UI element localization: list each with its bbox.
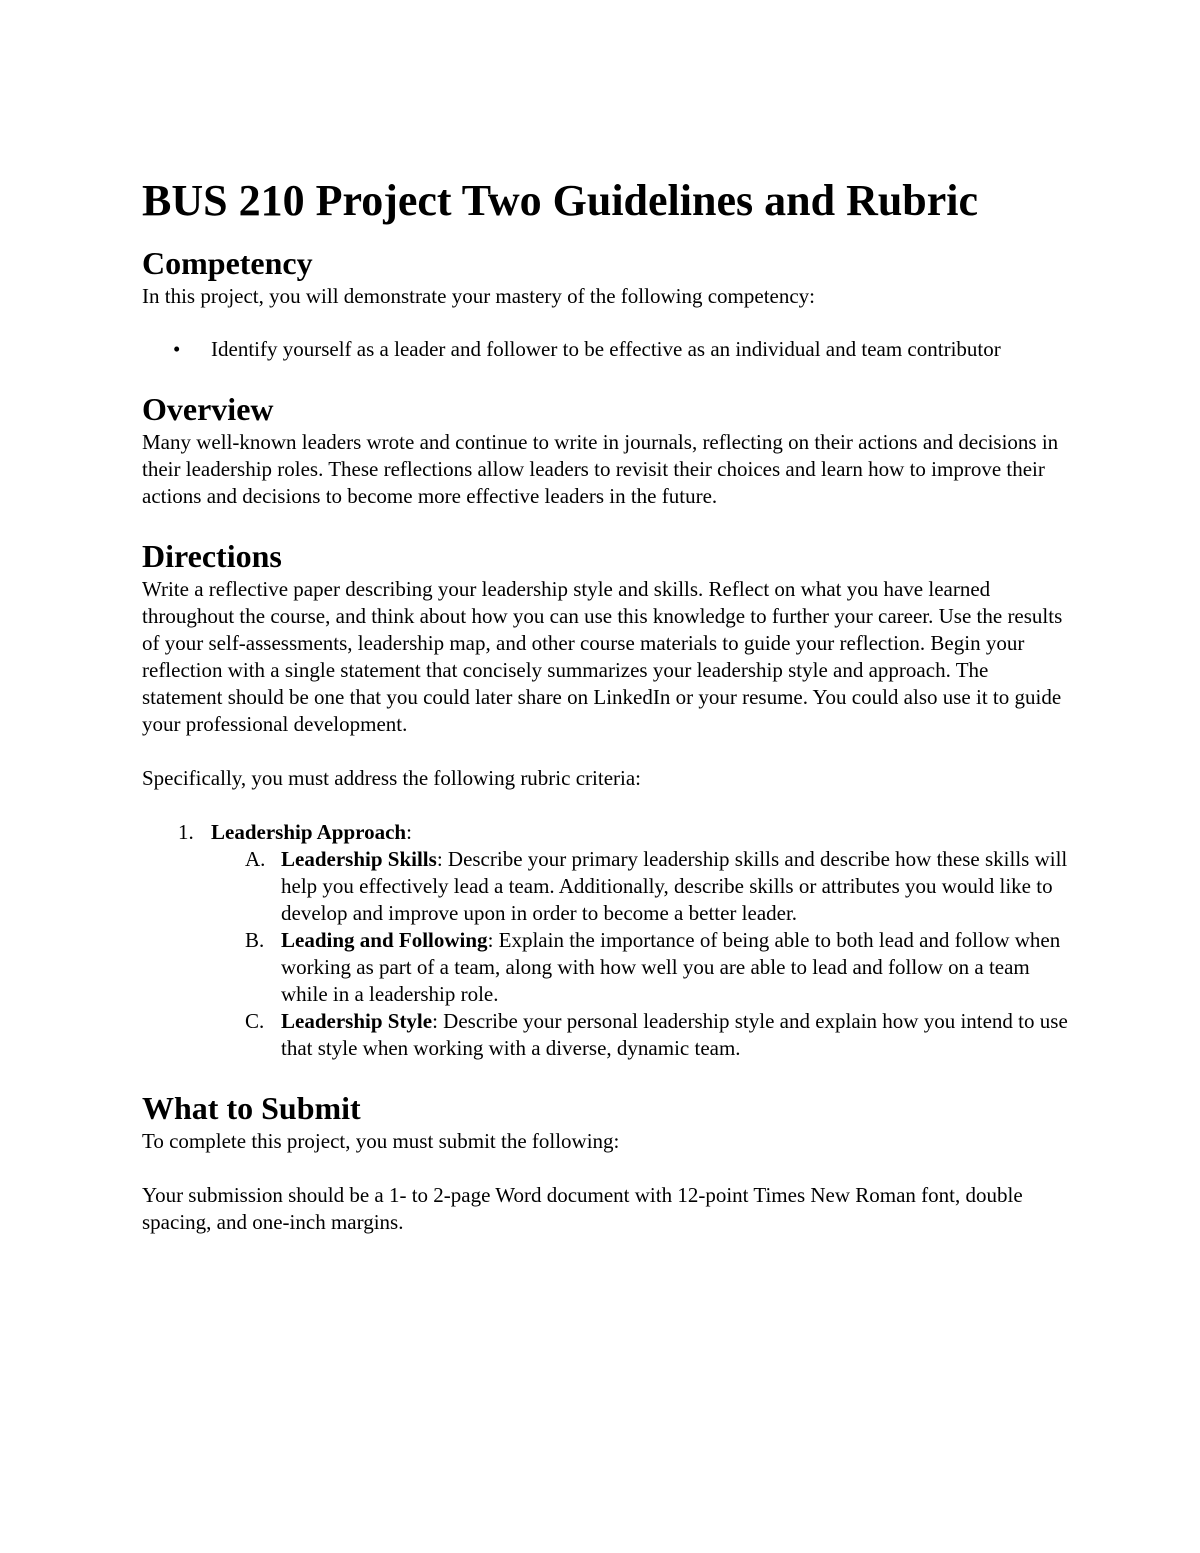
criterion-sub-list — [211, 846, 1072, 1062]
sub-criterion-letter: C. — [245, 1009, 265, 1033]
page-title: BUS 210 Project Two Guidelines and Rubric — [142, 176, 979, 225]
competency-section — [142, 243, 1072, 363]
overview-text: Many well-known leaders wrote and continue to write in journals, reflecting on their actions and decisions in their leadership roles. These reflections allow leaders to revisit their choices and learn how to improve their actions and decisions to become more effective leaders in the future. — [142, 430, 1059, 508]
criterion-label: Leadership Approach — [211, 820, 407, 844]
competency-list-item — [142, 336, 1072, 363]
sub-criterion-label: Leadership Skills — [281, 847, 437, 871]
sub-criterion-letter: B. — [245, 928, 265, 952]
sub-criterion-label: Leadership Style — [281, 1009, 433, 1033]
directions-text: Write a reflective paper describing your leadership style and skills. Reflect on what you have learned throughout the course, and think about how you can use this knowledge to further your career. Use the results of your self-assessments, leadership map, and other course materials to guide your reflection. Begin your reflection with a single statement that concisely summarizes your leadership style and approach. The statement should be one that you could later share on LinkedIn or your resume. You could also use it to guide your professional development. — [142, 577, 1063, 736]
competency-heading: Competency — [142, 245, 313, 281]
sub-criterion-letter: A. — [245, 847, 266, 871]
competency-intro: In this project, you will demonstrate your mastery of the following competency: — [142, 284, 816, 308]
directions-section — [142, 536, 1072, 1062]
sub-criterion-text: : Describe your primary leadership skills and describe how these skills will help you effectively lead a team. Additionally, describe skills or attributes you would like to develop and improve upon in order to become a better leader. — [281, 847, 1068, 925]
rubric-criteria-list — [142, 819, 1072, 1062]
submission-requirements: Your submission should be a 1- to 2-page Word document with 12-point Times New Roman font, double spacing, and one-inch margins. — [142, 1183, 1023, 1234]
document-body — [142, 173, 1072, 1236]
sub-criterion-text: : Describe your personal leadership style and explain how you intend to use that style when working with a diverse, dynamic team. — [281, 1009, 1068, 1060]
competency-list — [142, 336, 1072, 363]
bullet-icon: • — [173, 337, 181, 361]
overview-heading: Overview — [142, 391, 274, 427]
overview-section — [142, 389, 1072, 510]
criteria-intro: Specifically, you must address the following rubric criteria: — [142, 766, 641, 790]
sub-criterion-text: : Explain the importance of being able to both lead and follow when working as part of a team, along with how well you are able to lead and follow on a team while in a leadership role. — [281, 928, 1061, 1006]
competency-item-text: Identify yourself as a leader and follower to be effective as an individual and team contributor — [211, 337, 1001, 361]
what-to-submit-section — [142, 1088, 1072, 1236]
criterion-suffix: : — [406, 820, 412, 844]
directions-heading: Directions — [142, 538, 282, 574]
sub-criterion-label: Leading and Following — [281, 928, 488, 952]
rubric-criterion — [142, 819, 1072, 1062]
what-to-submit-heading: What to Submit — [142, 1090, 361, 1126]
sub-criterion-b — [211, 927, 1072, 1008]
criterion-number: 1. — [178, 820, 194, 844]
sub-criterion-c — [211, 1008, 1072, 1062]
what-to-submit-intro: To complete this project, you must submit the following: — [142, 1129, 620, 1153]
sub-criterion-a — [211, 846, 1072, 927]
